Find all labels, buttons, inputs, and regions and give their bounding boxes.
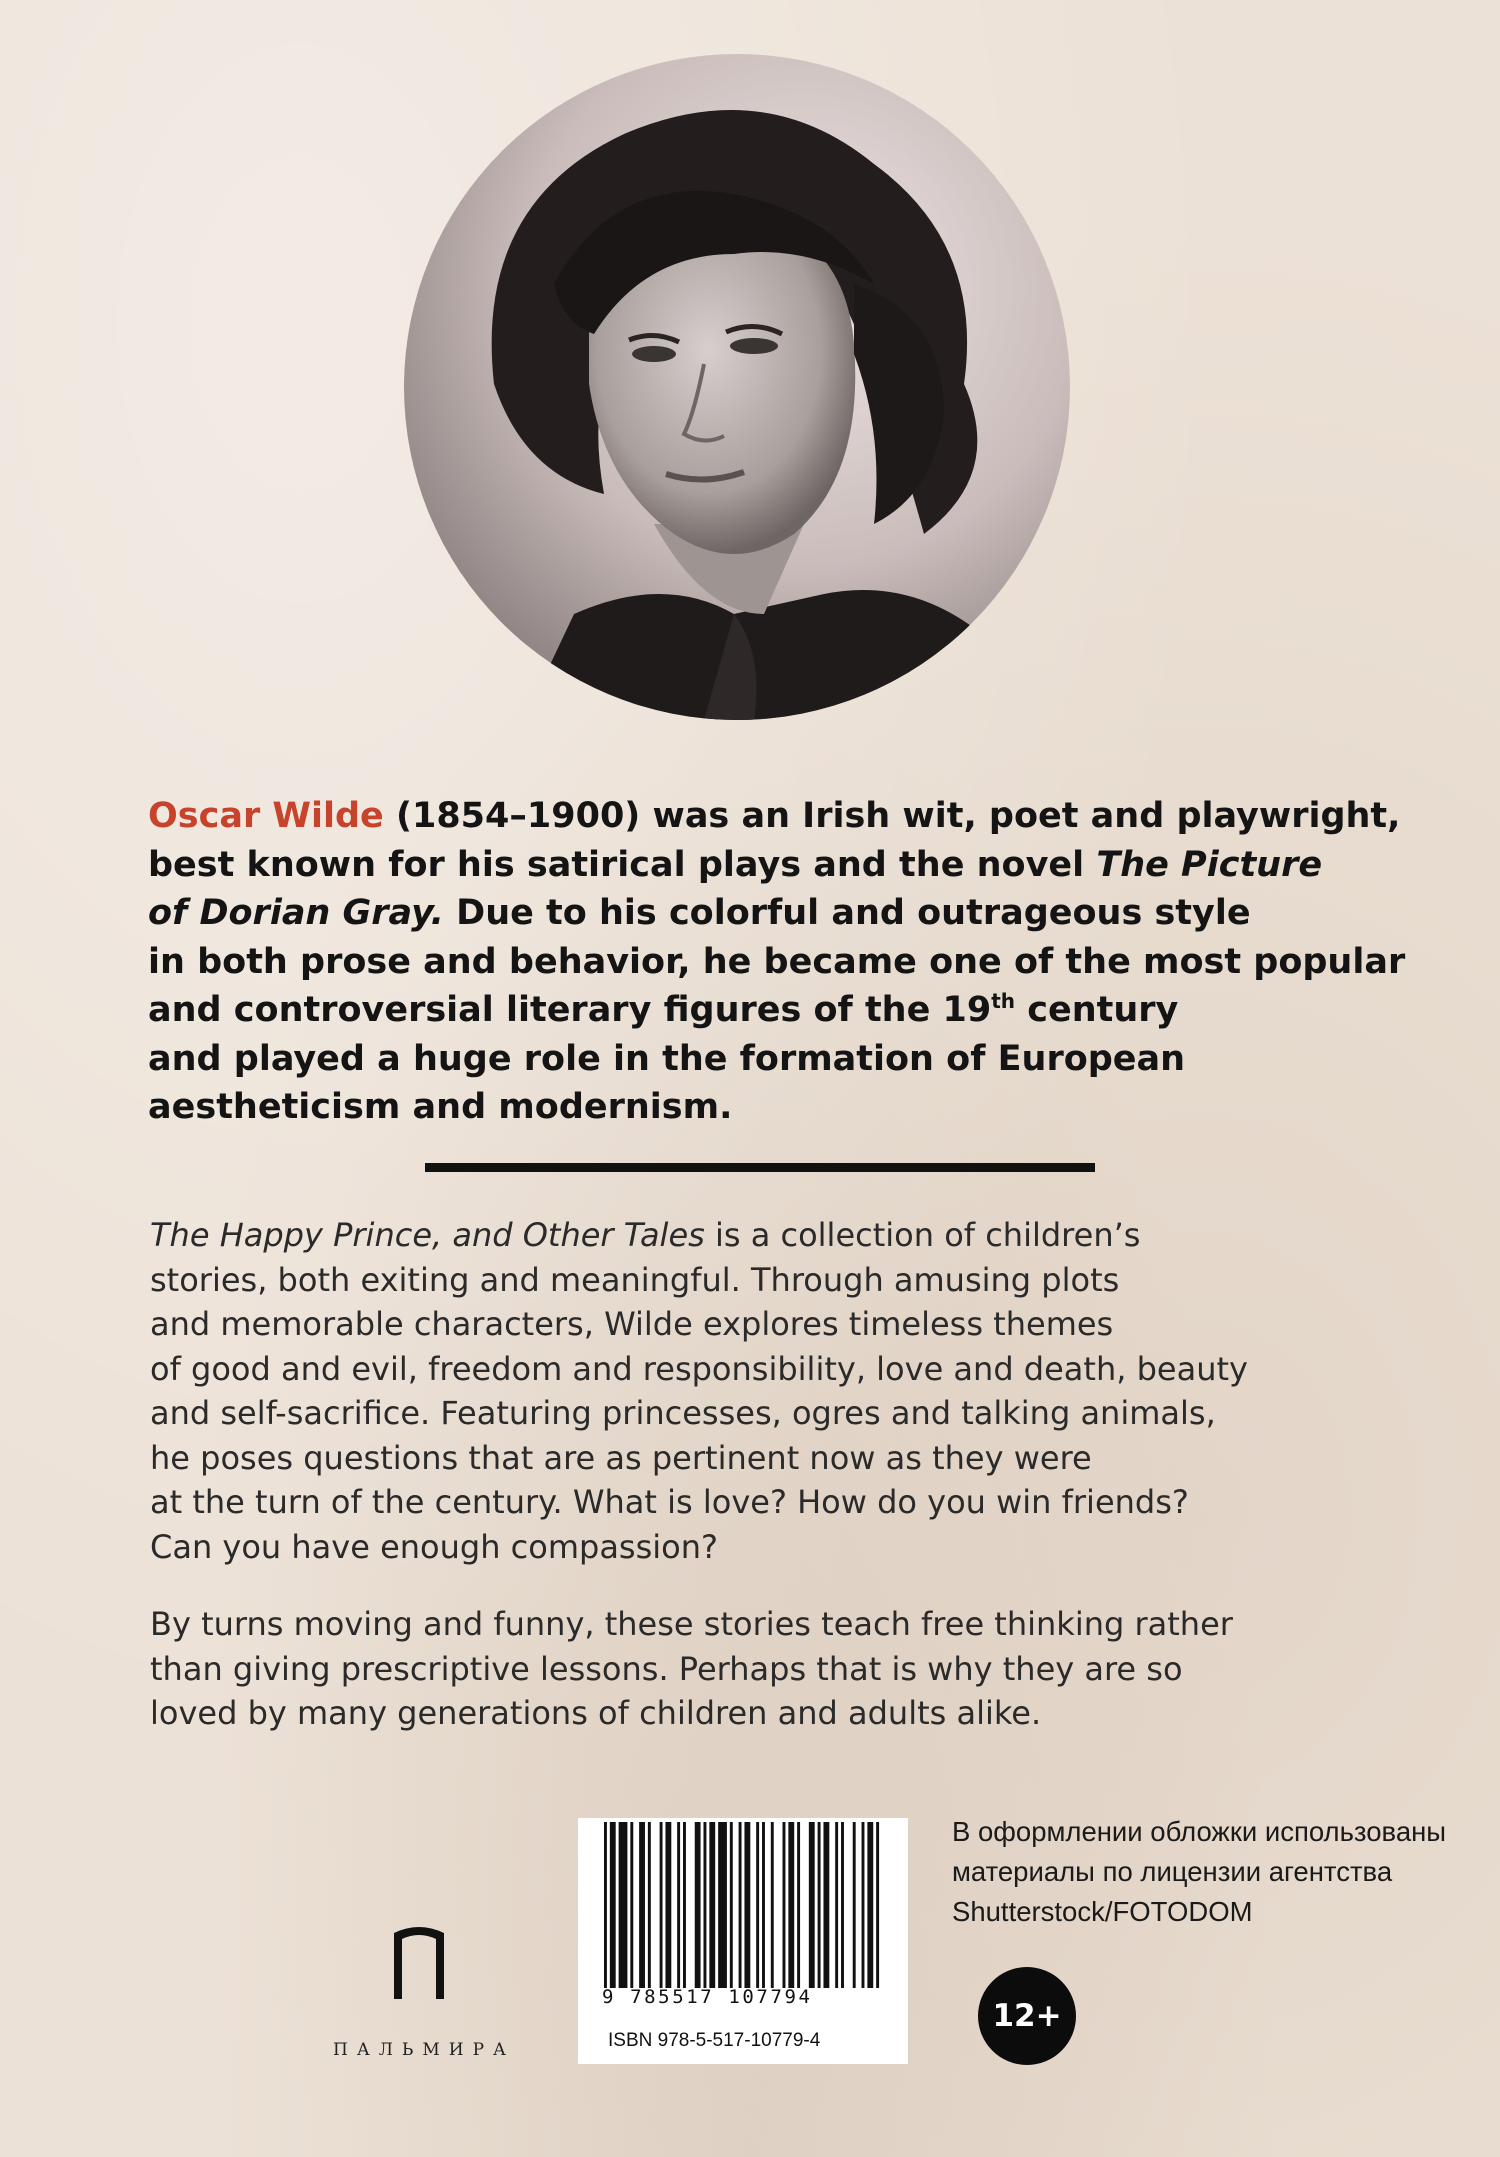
credits-line-1: В оформлении обложки использованы	[952, 1816, 1447, 1847]
author-portrait	[404, 54, 1070, 720]
isbn-number: ISBN 978-5-517-10779-4	[608, 2030, 821, 2051]
arch-logo-icon	[390, 1925, 448, 1999]
novel-title-cont: of Dorian Gray.	[148, 893, 444, 933]
bio-line-4: in both prose and behavior, he became one of the most popular	[148, 941, 1406, 982]
barcode-icon	[602, 1822, 884, 1988]
author-bio	[148, 792, 1408, 1132]
desc-line-3: and memorable characters, Wilde explores timeless themes	[150, 1305, 1114, 1343]
desc-line-7: at the turn of the century. What is love? How do you win friends?	[150, 1483, 1189, 1521]
credits-line-2: материалы по лицензии агентства	[952, 1856, 1393, 1887]
desc2-line-2: than giving prescriptive lessons. Perhaps that is why they are so	[150, 1649, 1183, 1688]
desc2-line-1: By turns moving and funny, these stories teach free thinking rather	[150, 1605, 1233, 1643]
credits-line-3: Shutterstock/FOTODOM	[952, 1896, 1253, 1927]
book-title: The Happy Prince, and Other Tales	[150, 1216, 705, 1254]
barcode-block	[578, 1818, 908, 2064]
desc2-line-3: loved by many generations of children and adults alike.	[150, 1694, 1042, 1732]
bio-line-6: and played a huge role in the formation of European	[148, 1038, 1186, 1079]
author-name: Oscar Wilde	[148, 796, 384, 836]
bio-line-5: and controversial literary figures of the 19th century	[148, 989, 1179, 1030]
image-credits	[952, 1812, 1472, 1932]
barcode-digits: 9 785517 107794	[602, 1986, 813, 2008]
desc-line-2: stories, both exiting and meaningful. Through amusing plots	[150, 1260, 1120, 1299]
section-divider	[425, 1163, 1095, 1172]
publisher-name: ПАЛЬМИРА	[333, 2040, 515, 2060]
desc-line-4: of good and evil, freedom and responsibility, love and death, beauty	[150, 1349, 1248, 1388]
book-description	[150, 1213, 1410, 1569]
bio-line-2: best known for his satirical plays and the novel The Picture	[148, 844, 1323, 885]
desc-line-6: he poses questions that are as pertinent now as they were	[150, 1438, 1092, 1477]
bio-line-7: aestheticism and modernism.	[148, 1087, 733, 1127]
desc-line-1: The Happy Prince, and Other Tales is a collection of children’s	[150, 1216, 1141, 1254]
age-rating-badge: 12+	[978, 1967, 1076, 2065]
bio-line-3: of Dorian Gray. Due to his colorful and outrageous style	[148, 893, 1251, 933]
bio-line-1: Oscar Wilde (1854–1900) was an Irish wit, poet and playwright,	[148, 796, 1401, 836]
novel-title: The Picture	[1096, 844, 1323, 885]
desc-line-5: and self-sacrifice. Featuring princesses, ogres and talking animals,	[150, 1394, 1216, 1432]
desc-line-8: Can you have enough compassion?	[150, 1527, 718, 1566]
book-description-2	[150, 1602, 1410, 1736]
